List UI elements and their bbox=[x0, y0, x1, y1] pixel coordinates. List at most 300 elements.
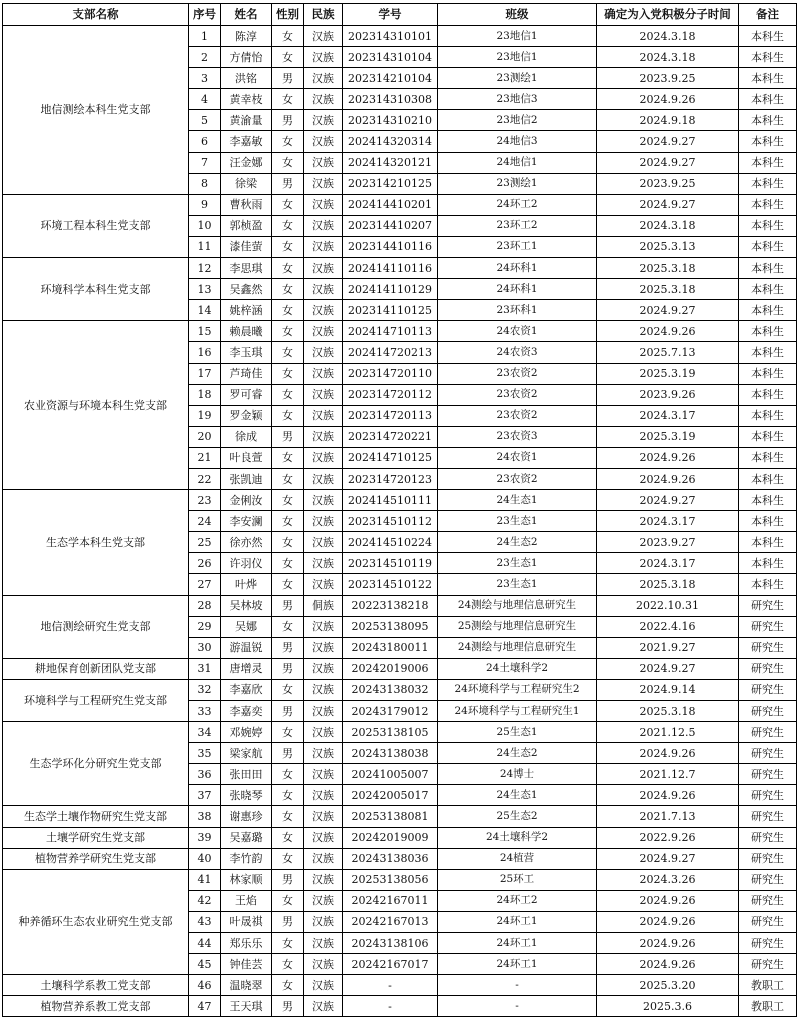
name-cell: 叶烨 bbox=[221, 574, 272, 595]
header-branch-name: 支部名称 bbox=[3, 4, 189, 26]
name-cell: 谢惠珍 bbox=[221, 806, 272, 827]
ethnicity-cell: 汉族 bbox=[304, 110, 343, 131]
class-cell: 23环工1 bbox=[438, 236, 597, 257]
student-id-cell: 20242019006 bbox=[343, 658, 438, 679]
class-cell: 23生态1 bbox=[438, 511, 597, 532]
activist-date-cell: 2023.9.25 bbox=[597, 173, 739, 194]
name-cell: 李玉琪 bbox=[221, 342, 272, 363]
class-cell: 23环工2 bbox=[438, 215, 597, 236]
gender-cell: 女 bbox=[272, 933, 304, 954]
gender-cell: 男 bbox=[272, 595, 304, 616]
ethnicity-cell: 汉族 bbox=[304, 468, 343, 489]
name-cell: 漆佳萤 bbox=[221, 236, 272, 257]
seq-cell: 41 bbox=[189, 869, 221, 890]
remark-cell: 本科生 bbox=[739, 342, 797, 363]
student-id-cell: 202414510224 bbox=[343, 532, 438, 553]
student-id-cell: 20243138038 bbox=[343, 743, 438, 764]
name-cell: 曹秋雨 bbox=[221, 194, 272, 215]
seq-cell: 30 bbox=[189, 637, 221, 658]
seq-cell: 18 bbox=[189, 384, 221, 405]
seq-cell: 13 bbox=[189, 279, 221, 300]
class-cell: 24生态2 bbox=[438, 743, 597, 764]
remark-cell: 本科生 bbox=[739, 131, 797, 152]
table-row bbox=[3, 869, 797, 890]
student-id-cell: 202314310210 bbox=[343, 110, 438, 131]
table-row bbox=[3, 490, 797, 511]
name-cell: 叶良萱 bbox=[221, 447, 272, 468]
student-id-cell: 202314210125 bbox=[343, 173, 438, 194]
student-id-cell: 202414410201 bbox=[343, 194, 438, 215]
seq-cell: 42 bbox=[189, 890, 221, 911]
seq-cell: 24 bbox=[189, 511, 221, 532]
student-id-cell: 202314310101 bbox=[343, 26, 438, 47]
student-id-cell: 20253138081 bbox=[343, 806, 438, 827]
seq-cell: 20 bbox=[189, 426, 221, 447]
name-cell: 罗金颖 bbox=[221, 405, 272, 426]
gender-cell: 女 bbox=[272, 574, 304, 595]
branch-name-cell: 植物营养学研究生党支部 bbox=[3, 848, 189, 869]
student-id-cell: 20243180011 bbox=[343, 637, 438, 658]
activist-date-cell: 2021.7.13 bbox=[597, 806, 739, 827]
table-row bbox=[3, 975, 797, 996]
activist-date-cell: 2024.9.27 bbox=[597, 194, 739, 215]
remark-cell: 本科生 bbox=[739, 26, 797, 47]
name-cell: 张田田 bbox=[221, 764, 272, 785]
activist-date-cell: 2025.3.18 bbox=[597, 701, 739, 722]
activist-date-cell: 2024.9.26 bbox=[597, 911, 739, 932]
student-id-cell: 202314410207 bbox=[343, 215, 438, 236]
class-cell: 25环工 bbox=[438, 869, 597, 890]
remark-cell: 研究生 bbox=[739, 595, 797, 616]
remark-cell: 本科生 bbox=[739, 258, 797, 279]
name-cell: 吴林坡 bbox=[221, 595, 272, 616]
student-id-cell: 20253138095 bbox=[343, 616, 438, 637]
student-id-cell: 202314720112 bbox=[343, 384, 438, 405]
name-cell: 游温锐 bbox=[221, 637, 272, 658]
ethnicity-cell: 汉族 bbox=[304, 215, 343, 236]
activist-date-cell: 2024.3.18 bbox=[597, 215, 739, 236]
seq-cell: 26 bbox=[189, 553, 221, 574]
activist-date-cell: 2023.9.27 bbox=[597, 532, 739, 553]
ethnicity-cell: 汉族 bbox=[304, 764, 343, 785]
gender-cell: 女 bbox=[272, 215, 304, 236]
header-student-id: 学号 bbox=[343, 4, 438, 26]
gender-cell: 女 bbox=[272, 26, 304, 47]
name-cell: 林家顺 bbox=[221, 869, 272, 890]
name-cell: 李思琪 bbox=[221, 258, 272, 279]
ethnicity-cell: 汉族 bbox=[304, 236, 343, 257]
name-cell: 王焰 bbox=[221, 890, 272, 911]
name-cell: 叶晟祺 bbox=[221, 911, 272, 932]
gender-cell: 女 bbox=[272, 321, 304, 342]
name-cell: 徐梁 bbox=[221, 173, 272, 194]
remark-cell: 本科生 bbox=[739, 426, 797, 447]
class-cell: 24地信1 bbox=[438, 152, 597, 173]
student-id-cell: - bbox=[343, 975, 438, 996]
remark-cell: 本科生 bbox=[739, 511, 797, 532]
class-cell: 25测绘与地理信息研究生 bbox=[438, 616, 597, 637]
seq-cell: 44 bbox=[189, 933, 221, 954]
student-id-cell: - bbox=[343, 996, 438, 1017]
name-cell: 李嘉敏 bbox=[221, 131, 272, 152]
remark-cell: 本科生 bbox=[739, 405, 797, 426]
gender-cell: 女 bbox=[272, 468, 304, 489]
activist-date-cell: 2024.3.26 bbox=[597, 869, 739, 890]
activist-date-cell: 2023.9.25 bbox=[597, 68, 739, 89]
student-id-cell: 202414320314 bbox=[343, 131, 438, 152]
remark-cell: 本科生 bbox=[739, 215, 797, 236]
activist-date-cell: 2024.9.27 bbox=[597, 152, 739, 173]
branch-name-cell: 环境科学本科生党支部 bbox=[3, 258, 189, 321]
seq-cell: 4 bbox=[189, 89, 221, 110]
activist-date-cell: 2024.9.26 bbox=[597, 447, 739, 468]
ethnicity-cell: 汉族 bbox=[304, 553, 343, 574]
activist-date-cell: 2025.3.19 bbox=[597, 426, 739, 447]
gender-cell: 女 bbox=[272, 384, 304, 405]
remark-cell: 本科生 bbox=[739, 300, 797, 321]
activist-date-cell: 2024.9.27 bbox=[597, 300, 739, 321]
seq-cell: 27 bbox=[189, 574, 221, 595]
name-cell: 徐亦然 bbox=[221, 532, 272, 553]
seq-cell: 19 bbox=[189, 405, 221, 426]
remark-cell: 研究生 bbox=[739, 933, 797, 954]
class-cell: 24生态1 bbox=[438, 785, 597, 806]
student-id-cell: 202314110125 bbox=[343, 300, 438, 321]
gender-cell: 男 bbox=[272, 637, 304, 658]
gender-cell: 女 bbox=[272, 553, 304, 574]
class-cell: 24农资1 bbox=[438, 321, 597, 342]
activist-date-cell: 2024.3.18 bbox=[597, 47, 739, 68]
student-id-cell: 20242005017 bbox=[343, 785, 438, 806]
seq-cell: 9 bbox=[189, 194, 221, 215]
name-cell: 黄渝量 bbox=[221, 110, 272, 131]
seq-cell: 2 bbox=[189, 47, 221, 68]
class-cell: 23生态1 bbox=[438, 553, 597, 574]
activist-date-cell: 2021.12.7 bbox=[597, 764, 739, 785]
gender-cell: 男 bbox=[272, 110, 304, 131]
student-id-cell: 20242019009 bbox=[343, 827, 438, 848]
seq-cell: 14 bbox=[189, 300, 221, 321]
gender-cell: 女 bbox=[272, 47, 304, 68]
ethnicity-cell: 汉族 bbox=[304, 152, 343, 173]
header-class: 班级 bbox=[438, 4, 597, 26]
student-id-cell: 20242167011 bbox=[343, 890, 438, 911]
name-cell: 黄幸枝 bbox=[221, 89, 272, 110]
ethnicity-cell: 汉族 bbox=[304, 173, 343, 194]
student-id-cell: 202314410116 bbox=[343, 236, 438, 257]
seq-cell: 15 bbox=[189, 321, 221, 342]
activist-date-cell: 2025.3.18 bbox=[597, 574, 739, 595]
gender-cell: 女 bbox=[272, 447, 304, 468]
gender-cell: 女 bbox=[272, 279, 304, 300]
activist-date-cell: 2024.9.26 bbox=[597, 321, 739, 342]
name-cell: 钟佳芸 bbox=[221, 954, 272, 975]
remark-cell: 本科生 bbox=[739, 194, 797, 215]
table-row bbox=[3, 595, 797, 616]
class-cell: 24生态1 bbox=[438, 490, 597, 511]
class-cell: 23农资2 bbox=[438, 468, 597, 489]
table-row bbox=[3, 258, 797, 279]
seq-cell: 1 bbox=[189, 26, 221, 47]
ethnicity-cell: 汉族 bbox=[304, 194, 343, 215]
seq-cell: 47 bbox=[189, 996, 221, 1017]
name-cell: 罗可睿 bbox=[221, 384, 272, 405]
class-cell: 24农资3 bbox=[438, 342, 597, 363]
branch-name-cell: 生态学本科生党支部 bbox=[3, 490, 189, 595]
table-row bbox=[3, 848, 797, 869]
activist-date-cell: 2024.3.17 bbox=[597, 405, 739, 426]
activist-date-cell: 2024.3.17 bbox=[597, 553, 739, 574]
class-cell: 24环科1 bbox=[438, 279, 597, 300]
class-cell: 23农资3 bbox=[438, 426, 597, 447]
seq-cell: 39 bbox=[189, 827, 221, 848]
ethnicity-cell: 汉族 bbox=[304, 511, 343, 532]
ethnicity-cell: 汉族 bbox=[304, 933, 343, 954]
remark-cell: 本科生 bbox=[739, 447, 797, 468]
name-cell: 唐增灵 bbox=[221, 658, 272, 679]
name-cell: 方倩怡 bbox=[221, 47, 272, 68]
seq-cell: 6 bbox=[189, 131, 221, 152]
remark-cell: 研究生 bbox=[739, 806, 797, 827]
name-cell: 赖晨曦 bbox=[221, 321, 272, 342]
remark-cell: 教职工 bbox=[739, 975, 797, 996]
activist-date-cell: 2024.9.26 bbox=[597, 954, 739, 975]
remark-cell: 研究生 bbox=[739, 743, 797, 764]
class-cell: 23地信2 bbox=[438, 110, 597, 131]
activist-date-cell: 2025.7.13 bbox=[597, 342, 739, 363]
table-row bbox=[3, 321, 797, 342]
class-cell: 23测绘1 bbox=[438, 68, 597, 89]
header-seq: 序号 bbox=[189, 4, 221, 26]
ethnicity-cell: 汉族 bbox=[304, 342, 343, 363]
ethnicity-cell: 汉族 bbox=[304, 321, 343, 342]
class-cell: 24环工2 bbox=[438, 194, 597, 215]
seq-cell: 22 bbox=[189, 468, 221, 489]
activist-date-cell: 2022.4.16 bbox=[597, 616, 739, 637]
class-cell: 24博士 bbox=[438, 764, 597, 785]
name-cell: 梁家航 bbox=[221, 743, 272, 764]
gender-cell: 女 bbox=[272, 300, 304, 321]
class-cell: 24环工1 bbox=[438, 933, 597, 954]
student-id-cell: 202314310104 bbox=[343, 47, 438, 68]
name-cell: 李安澜 bbox=[221, 511, 272, 532]
seq-cell: 25 bbox=[189, 532, 221, 553]
table-row bbox=[3, 827, 797, 848]
activist-date-cell: 2024.3.17 bbox=[597, 511, 739, 532]
remark-cell: 本科生 bbox=[739, 321, 797, 342]
ethnicity-cell: 汉族 bbox=[304, 574, 343, 595]
gender-cell: 男 bbox=[272, 911, 304, 932]
seq-cell: 45 bbox=[189, 954, 221, 975]
remark-cell: 本科生 bbox=[739, 490, 797, 511]
remark-cell: 研究生 bbox=[739, 679, 797, 700]
seq-cell: 21 bbox=[189, 447, 221, 468]
seq-cell: 10 bbox=[189, 215, 221, 236]
class-cell: 25生态2 bbox=[438, 806, 597, 827]
name-cell: 芦琦佳 bbox=[221, 363, 272, 384]
activist-date-cell: 2024.9.26 bbox=[597, 933, 739, 954]
seq-cell: 43 bbox=[189, 911, 221, 932]
gender-cell: 女 bbox=[272, 890, 304, 911]
remark-cell: 研究生 bbox=[739, 701, 797, 722]
table-row bbox=[3, 26, 797, 47]
gender-cell: 女 bbox=[272, 679, 304, 700]
remark-cell: 本科生 bbox=[739, 279, 797, 300]
ethnicity-cell: 汉族 bbox=[304, 890, 343, 911]
ethnicity-cell: 汉族 bbox=[304, 47, 343, 68]
student-id-cell: 20243138032 bbox=[343, 679, 438, 700]
table-row bbox=[3, 722, 797, 743]
student-id-cell: 202314510122 bbox=[343, 574, 438, 595]
seq-cell: 32 bbox=[189, 679, 221, 700]
gender-cell: 男 bbox=[272, 658, 304, 679]
name-cell: 张凯迪 bbox=[221, 468, 272, 489]
remark-cell: 研究生 bbox=[739, 827, 797, 848]
class-cell: 24环科1 bbox=[438, 258, 597, 279]
seq-cell: 37 bbox=[189, 785, 221, 806]
seq-cell: 23 bbox=[189, 490, 221, 511]
ethnicity-cell: 汉族 bbox=[304, 701, 343, 722]
name-cell: 吴嘉璐 bbox=[221, 827, 272, 848]
gender-cell: 女 bbox=[272, 131, 304, 152]
activist-date-cell: 2025.3.20 bbox=[597, 975, 739, 996]
name-cell: 李竹韵 bbox=[221, 848, 272, 869]
ethnicity-cell: 汉族 bbox=[304, 384, 343, 405]
remark-cell: 本科生 bbox=[739, 363, 797, 384]
header-activist-date: 确定为入党积极分子时间 bbox=[597, 4, 739, 26]
gender-cell: 女 bbox=[272, 258, 304, 279]
student-id-cell: 202314510112 bbox=[343, 511, 438, 532]
ethnicity-cell: 汉族 bbox=[304, 869, 343, 890]
branch-name-cell: 生态学土壤作物研究生党支部 bbox=[3, 806, 189, 827]
remark-cell: 本科生 bbox=[739, 532, 797, 553]
class-cell: 24土壤科学2 bbox=[438, 827, 597, 848]
ethnicity-cell: 汉族 bbox=[304, 447, 343, 468]
branch-name-cell: 地信测绘研究生党支部 bbox=[3, 595, 189, 658]
table-header bbox=[3, 4, 797, 26]
ethnicity-cell: 汉族 bbox=[304, 300, 343, 321]
student-id-cell: 20241005007 bbox=[343, 764, 438, 785]
student-id-cell: 202414710113 bbox=[343, 321, 438, 342]
class-cell: - bbox=[438, 996, 597, 1017]
student-id-cell: 20242167017 bbox=[343, 954, 438, 975]
gender-cell: 女 bbox=[272, 975, 304, 996]
name-cell: 许羽仪 bbox=[221, 553, 272, 574]
activist-date-cell: 2025.3.6 bbox=[597, 996, 739, 1017]
gender-cell: 女 bbox=[272, 806, 304, 827]
activist-date-cell: 2024.9.26 bbox=[597, 468, 739, 489]
student-id-cell: 202414710125 bbox=[343, 447, 438, 468]
branch-name-cell: 农业资源与环境本科生党支部 bbox=[3, 321, 189, 490]
gender-cell: 男 bbox=[272, 426, 304, 447]
gender-cell: 女 bbox=[272, 848, 304, 869]
ethnicity-cell: 汉族 bbox=[304, 89, 343, 110]
ethnicity-cell: 汉族 bbox=[304, 258, 343, 279]
remark-cell: 本科生 bbox=[739, 110, 797, 131]
activist-date-cell: 2021.9.27 bbox=[597, 637, 739, 658]
class-cell: 25生态1 bbox=[438, 722, 597, 743]
gender-cell: 女 bbox=[272, 511, 304, 532]
activist-date-cell: 2024.9.18 bbox=[597, 110, 739, 131]
ethnicity-cell: 汉族 bbox=[304, 26, 343, 47]
table-row bbox=[3, 679, 797, 700]
ethnicity-cell: 汉族 bbox=[304, 68, 343, 89]
student-id-cell: 202314720110 bbox=[343, 363, 438, 384]
class-cell: 24环境科学与工程研究生2 bbox=[438, 679, 597, 700]
activist-date-cell: 2025.3.13 bbox=[597, 236, 739, 257]
seq-cell: 34 bbox=[189, 722, 221, 743]
ethnicity-cell: 侗族 bbox=[304, 595, 343, 616]
remark-cell: 本科生 bbox=[739, 68, 797, 89]
gender-cell: 女 bbox=[272, 152, 304, 173]
gender-cell: 女 bbox=[272, 490, 304, 511]
branch-name-cell: 种养循环生态农业研究生党支部 bbox=[3, 869, 189, 974]
ethnicity-cell: 汉族 bbox=[304, 405, 343, 426]
remark-cell: 本科生 bbox=[739, 574, 797, 595]
activist-date-cell: 2021.12.5 bbox=[597, 722, 739, 743]
header-remark: 备注 bbox=[739, 4, 797, 26]
ethnicity-cell: 汉族 bbox=[304, 954, 343, 975]
ethnicity-cell: 汉族 bbox=[304, 363, 343, 384]
activist-date-cell: 2024.9.27 bbox=[597, 848, 739, 869]
gender-cell: 女 bbox=[272, 722, 304, 743]
seq-cell: 7 bbox=[189, 152, 221, 173]
class-cell: 23环科1 bbox=[438, 300, 597, 321]
name-cell: 李嘉欣 bbox=[221, 679, 272, 700]
student-id-cell: 20223138218 bbox=[343, 595, 438, 616]
name-cell: 姚梓涵 bbox=[221, 300, 272, 321]
class-cell: 24农资1 bbox=[438, 447, 597, 468]
remark-cell: 本科生 bbox=[739, 236, 797, 257]
name-cell: 王天琪 bbox=[221, 996, 272, 1017]
ethnicity-cell: 汉族 bbox=[304, 785, 343, 806]
gender-cell: 女 bbox=[272, 363, 304, 384]
seq-cell: 40 bbox=[189, 848, 221, 869]
name-cell: 吴鑫然 bbox=[221, 279, 272, 300]
name-cell: 洪铭 bbox=[221, 68, 272, 89]
student-id-cell: 202414320121 bbox=[343, 152, 438, 173]
seq-cell: 46 bbox=[189, 975, 221, 996]
seq-cell: 3 bbox=[189, 68, 221, 89]
gender-cell: 女 bbox=[272, 764, 304, 785]
remark-cell: 研究生 bbox=[739, 658, 797, 679]
ethnicity-cell: 汉族 bbox=[304, 279, 343, 300]
student-id-cell: 202314510119 bbox=[343, 553, 438, 574]
ethnicity-cell: 汉族 bbox=[304, 848, 343, 869]
gender-cell: 女 bbox=[272, 827, 304, 848]
ethnicity-cell: 汉族 bbox=[304, 722, 343, 743]
name-cell: 张晓琴 bbox=[221, 785, 272, 806]
remark-cell: 教职工 bbox=[739, 996, 797, 1017]
branch-name-cell: 土壤学研究生党支部 bbox=[3, 827, 189, 848]
student-id-cell: 202414510111 bbox=[343, 490, 438, 511]
activist-date-cell: 2024.9.27 bbox=[597, 658, 739, 679]
seq-cell: 11 bbox=[189, 236, 221, 257]
table-row bbox=[3, 996, 797, 1017]
branch-name-cell: 植物营养系教工党支部 bbox=[3, 996, 189, 1017]
name-cell: 汪金娜 bbox=[221, 152, 272, 173]
remark-cell: 研究生 bbox=[739, 785, 797, 806]
gender-cell: 男 bbox=[272, 68, 304, 89]
name-cell: 金俐汝 bbox=[221, 490, 272, 511]
remark-cell: 本科生 bbox=[739, 152, 797, 173]
ethnicity-cell: 汉族 bbox=[304, 743, 343, 764]
class-cell: 24测绘与地理信息研究生 bbox=[438, 637, 597, 658]
seq-cell: 33 bbox=[189, 701, 221, 722]
class-cell: 24测绘与地理信息研究生 bbox=[438, 595, 597, 616]
seq-cell: 28 bbox=[189, 595, 221, 616]
branch-name-cell: 环境工程本科生党支部 bbox=[3, 194, 189, 257]
